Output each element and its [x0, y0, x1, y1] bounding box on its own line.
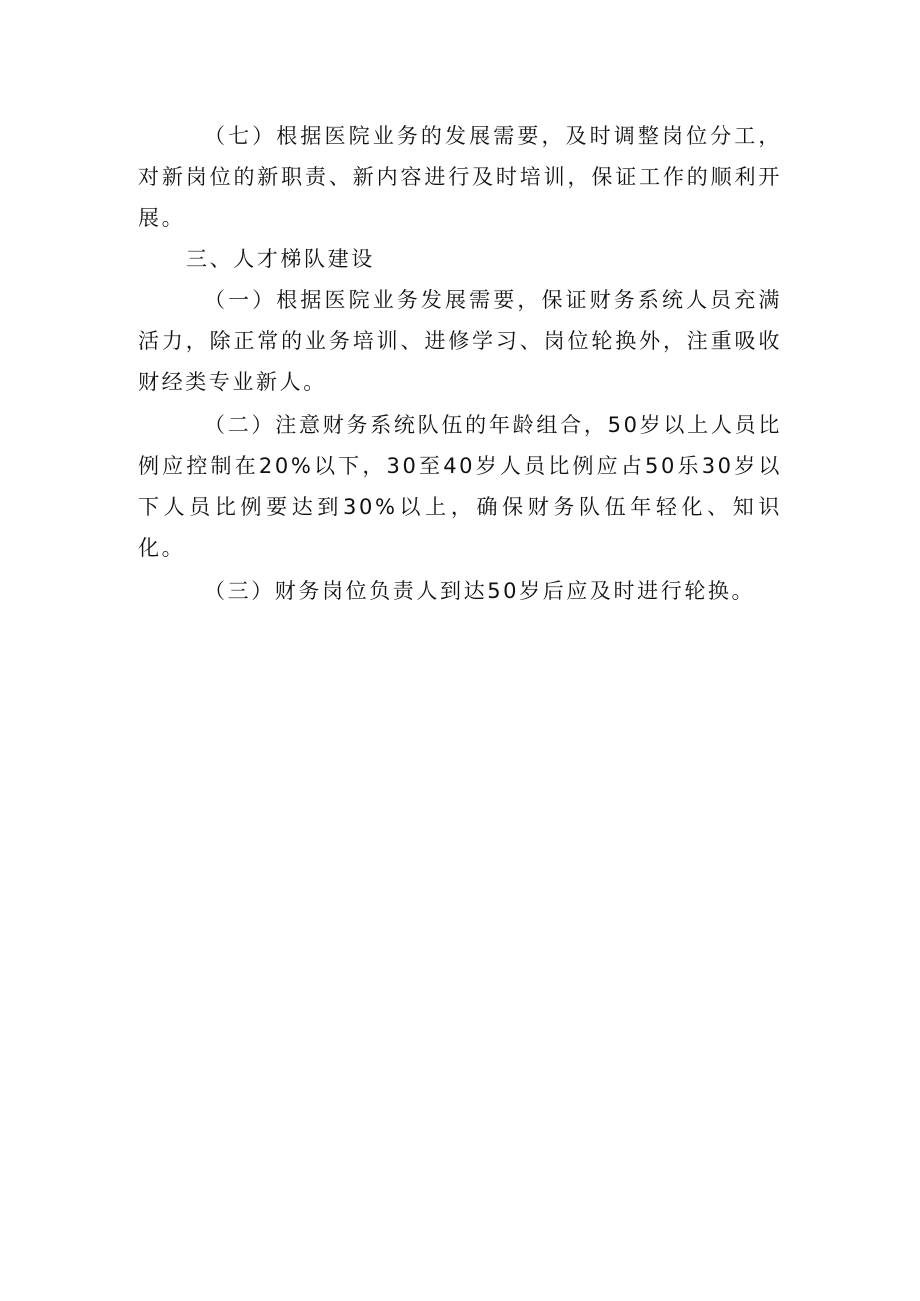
- paragraph-item-2: （二）注意财务系统队伍的年龄组合，50岁以上人员比例应控制在20%以下，30至40岁人员比例应占50乐30岁以下人员比例要达到30%以上，确保财务队伍年轻化、知识化。: [138, 413, 782, 560]
- document-body: [138, 116, 782, 612]
- paragraph-item-7: （七）根据医院业务的发展需要，及时调整岗位分工，对新岗位的新职责、新内容进行及时培训，保证工作的顺利开展。: [138, 124, 782, 230]
- paragraph-item-1: （一）根据医院业务发展需要，保证财务系统人员充满活力，除正常的业务培训、进修学习、岗位轮换外，注重吸收财经类专业新人。: [138, 288, 782, 394]
- section-heading-talent-echelon: 三、人才梯队建设: [186, 247, 375, 271]
- paragraph-item-3: （三）财务岗位负责人到达50岁后应及时进行轮换。: [204, 579, 756, 603]
